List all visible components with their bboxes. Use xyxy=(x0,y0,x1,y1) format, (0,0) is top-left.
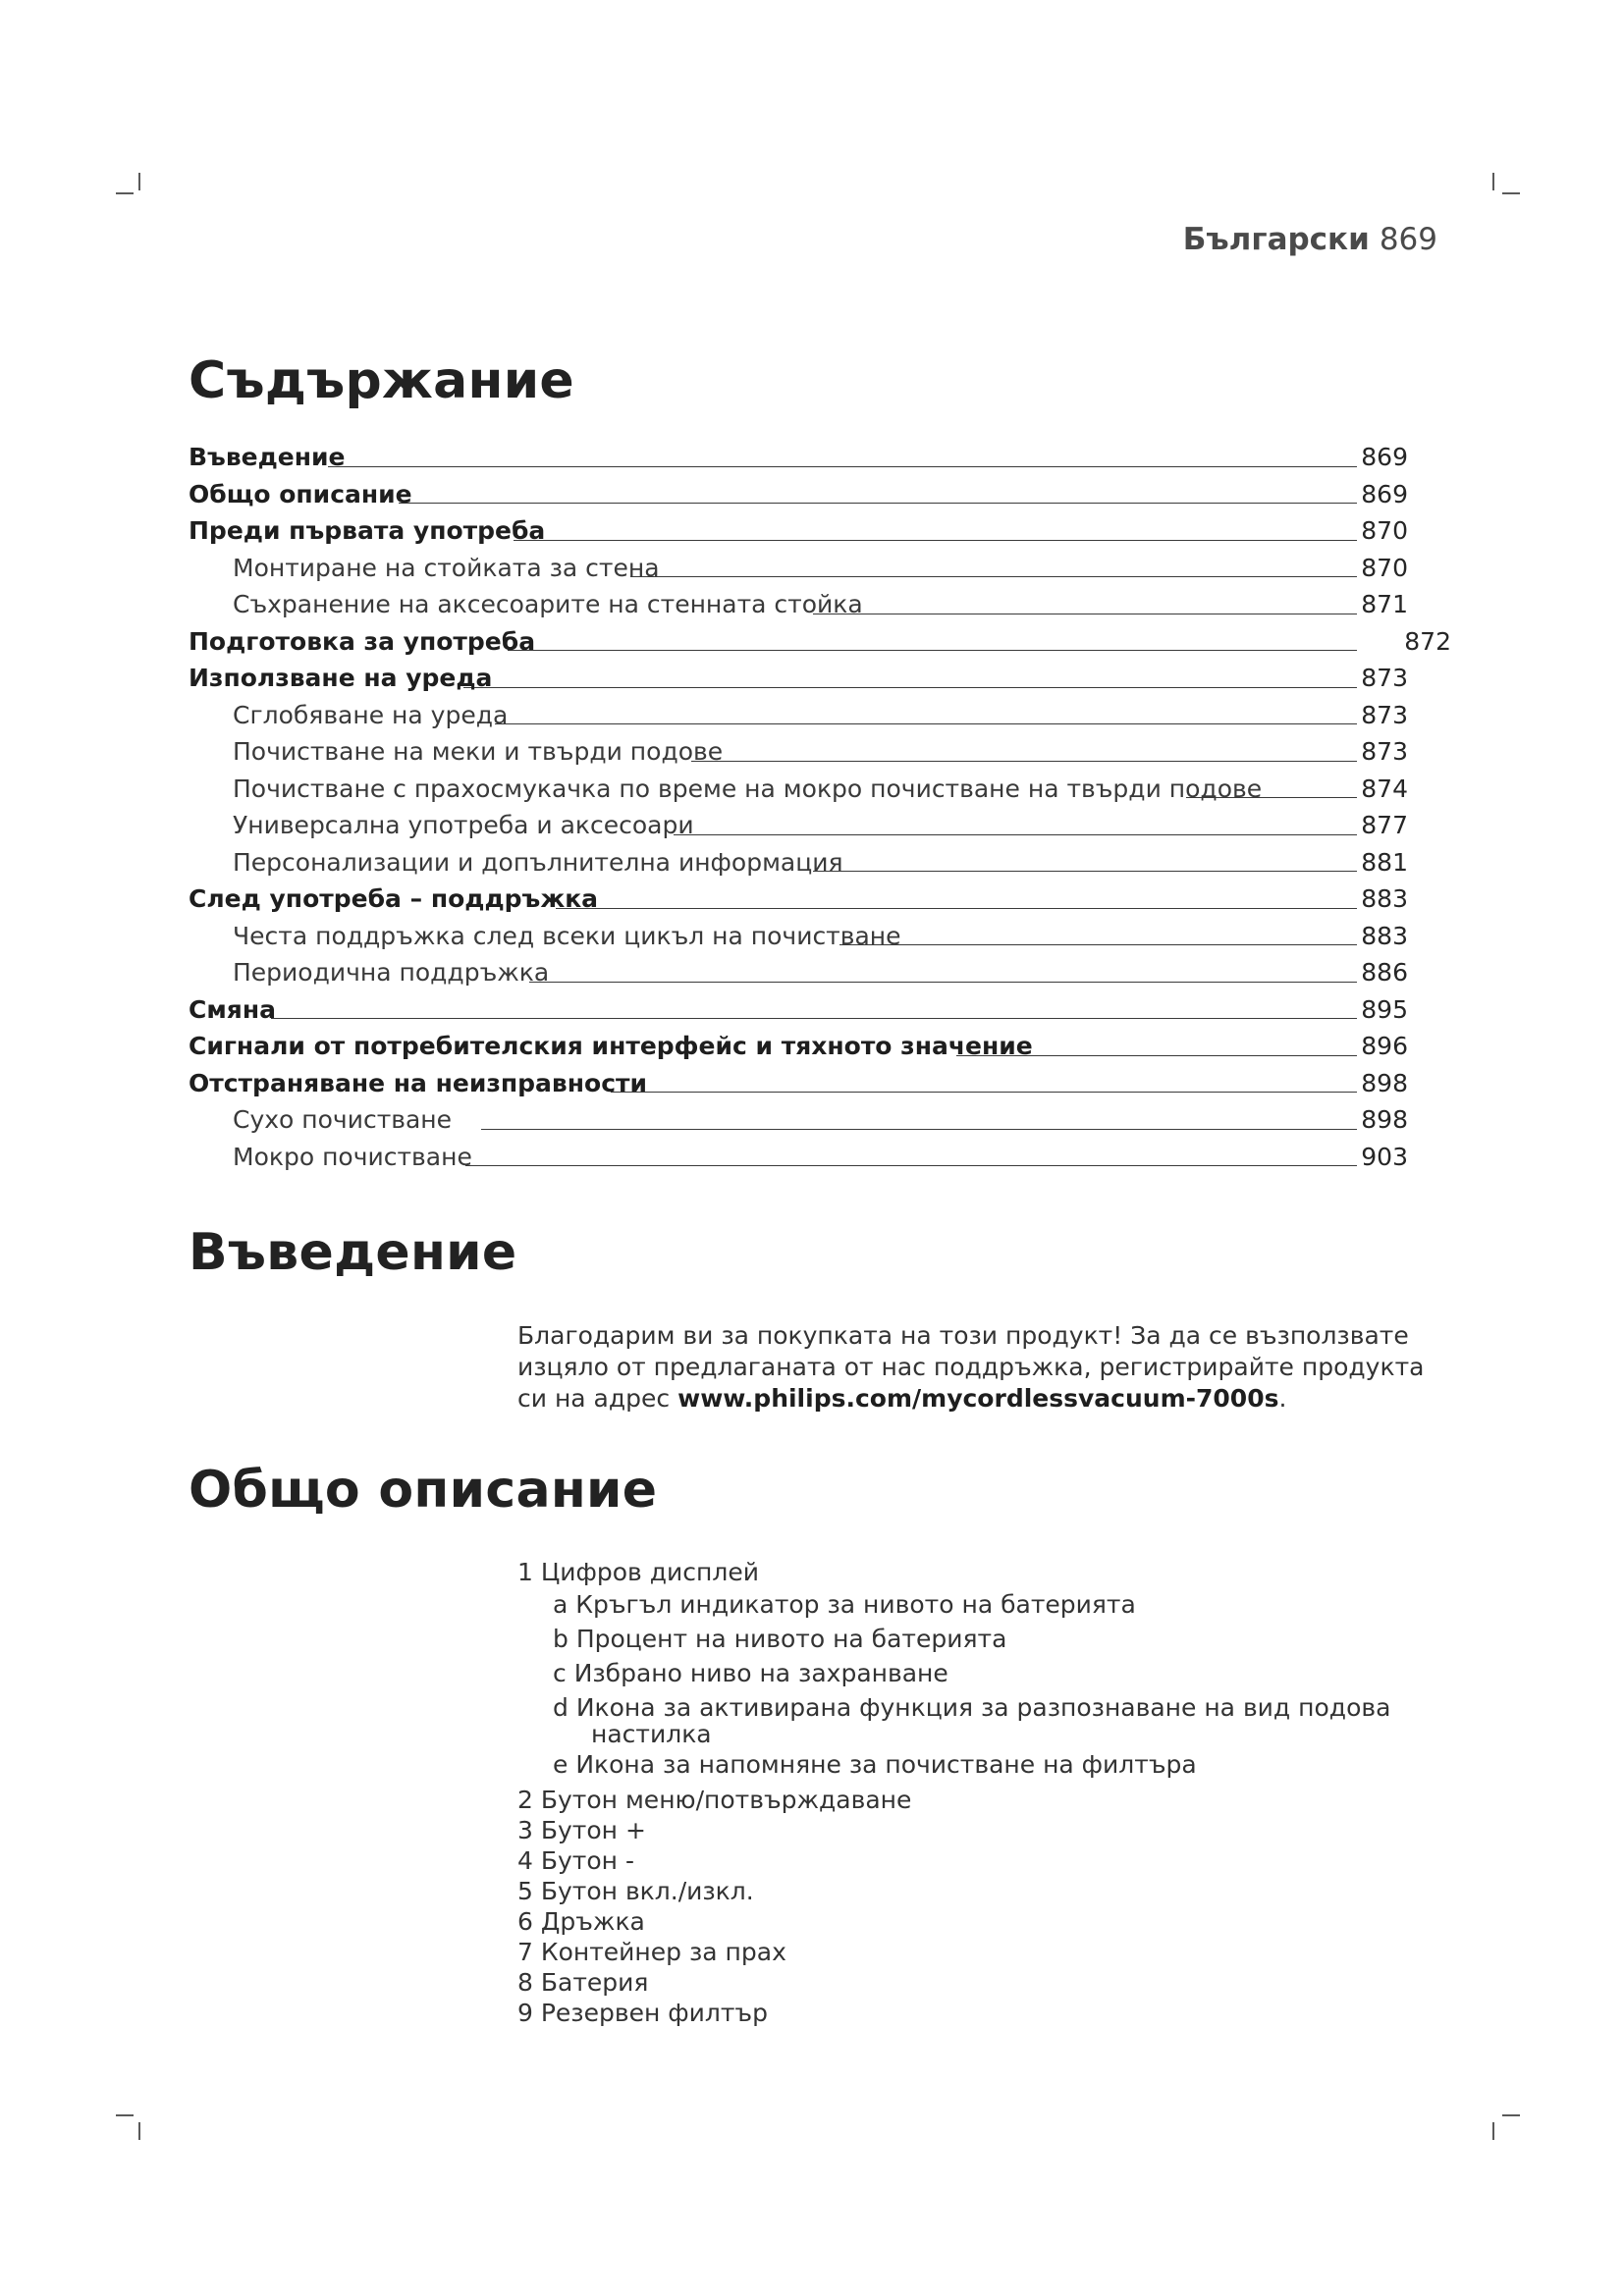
part-subitem: b Процент на нивото на батерията xyxy=(553,1625,1007,1653)
toc-entry-page: 873 xyxy=(1361,737,1408,766)
toc-entry[interactable] xyxy=(189,439,1408,476)
toc-leader xyxy=(556,908,1357,909)
part-item: 7 Контейнер за прах xyxy=(517,1938,786,1966)
toc-entry[interactable] xyxy=(189,1028,1408,1065)
part-item: 6 Дръжка xyxy=(517,1907,645,1936)
table-of-contents xyxy=(189,439,1451,1175)
toc-leader xyxy=(508,650,1357,651)
toc-entry-label: Смяна xyxy=(189,994,276,1024)
part-subitem: a Кръгъл индикатор за нивото на батерията xyxy=(553,1590,1136,1619)
toc-leader xyxy=(691,761,1357,762)
toc-entry-label: Монтиране на стойката за стена xyxy=(233,553,660,582)
part-item: 4 Бутон - xyxy=(517,1846,634,1875)
toc-entry[interactable] xyxy=(189,1065,1408,1102)
toc-entry[interactable] xyxy=(189,954,1408,991)
toc-entry-page: 870 xyxy=(1361,516,1408,545)
crop-mark xyxy=(116,2114,134,2116)
toc-entry-page: 903 xyxy=(1361,1142,1408,1171)
toc-leader xyxy=(481,1129,1357,1130)
toc-entry-page: 870 xyxy=(1361,553,1408,582)
toc-leader xyxy=(813,871,1357,872)
toc-entry-label: Подготовка за употреба xyxy=(189,626,536,656)
parts-list xyxy=(517,1557,1401,2028)
toc-entry-label: Почистване с прахосмукачка по време на мокро почистване на твърди подове xyxy=(233,774,1263,803)
crop-mark xyxy=(1492,2122,1494,2140)
toc-leader xyxy=(463,687,1357,688)
toc-entry[interactable] xyxy=(189,476,1408,513)
toc-entry-label: Отстраняване на неизправности xyxy=(189,1068,648,1097)
toc-entry-page: 869 xyxy=(1361,443,1408,471)
toc-leader xyxy=(465,1165,1357,1166)
language-label: Български xyxy=(1182,222,1370,257)
part-item: 5 Бутон вкл./изкл. xyxy=(517,1877,754,1905)
toc-leader xyxy=(399,503,1357,504)
toc-entry-page: 869 xyxy=(1361,479,1408,508)
toc-entry-page: 872 xyxy=(1404,626,1451,656)
toc-entry-page: 898 xyxy=(1361,1105,1408,1134)
product-registration-link[interactable]: www.philips.com/mycordlessvacuum-7000s xyxy=(677,1384,1279,1413)
part-subitem-text: d Икона за активирана функция за разпознаване на вид подова xyxy=(553,1693,1391,1722)
part-subitem-continuation: настилка xyxy=(591,1720,712,1748)
toc-leader xyxy=(271,1018,1357,1019)
toc-entry[interactable] xyxy=(189,660,1408,697)
toc-leader xyxy=(611,1092,1357,1093)
toc-entry[interactable] xyxy=(189,771,1408,808)
intro-text: Благодарим ви за покупката на този продукт! За да се възползвате изцяло от предлаганата от нас поддръжка, регистрирайте продукта си на адрес xyxy=(517,1321,1425,1413)
toc-entry[interactable] xyxy=(189,733,1408,771)
toc-entry-label: Периодична поддръжка xyxy=(233,958,550,987)
toc-entry-label: Универсална употреба и аксесоари xyxy=(233,811,694,839)
toc-entry[interactable] xyxy=(189,807,1408,844)
toc-entry-page: 881 xyxy=(1361,847,1408,877)
toc-entry[interactable] xyxy=(189,918,1408,955)
toc-entry-page: 883 xyxy=(1361,921,1408,950)
toc-entry-label: Преди първата употреба xyxy=(189,516,546,545)
crop-mark xyxy=(1492,173,1494,190)
toc-entry-label: Сухо почистване xyxy=(233,1105,453,1134)
toc-entry-page: 896 xyxy=(1361,1032,1408,1060)
page-number: 869 xyxy=(1379,222,1437,257)
toc-leader xyxy=(529,982,1357,983)
toc-entry-page: 871 xyxy=(1361,590,1408,618)
toc-entry-label: След употреба – поддръжка xyxy=(189,884,599,913)
toc-entry-label: Персонализации и допълнителна информация xyxy=(233,847,843,877)
toc-leader xyxy=(514,540,1357,541)
toc-entry-label: Сигнали от потребителския интерфейс и тяхното значение xyxy=(189,1032,1033,1060)
part-item: 3 Бутон + xyxy=(517,1816,646,1844)
toc-entry[interactable] xyxy=(189,586,1408,623)
crop-mark xyxy=(1502,2114,1520,2116)
part-item: 8 Батерия xyxy=(517,1968,649,1997)
overview-title: Общо описание xyxy=(189,1461,658,1520)
toc-entry[interactable] xyxy=(189,881,1408,918)
toc-leader xyxy=(674,834,1357,835)
toc-leader xyxy=(495,723,1357,724)
toc-entry[interactable] xyxy=(189,1101,1408,1139)
toc-leader xyxy=(630,576,1357,577)
toc-entry-label: Почистване на меки и твърди подове xyxy=(233,737,724,766)
toc-entry-page: 886 xyxy=(1361,958,1408,987)
toc-title: Съдържание xyxy=(189,351,574,410)
toc-entry-label: Въведение xyxy=(189,443,346,471)
part-item: 2 Бутон меню/потвърждаване xyxy=(517,1786,912,1814)
crop-mark xyxy=(116,192,134,194)
part-item: 1 Цифров дисплей xyxy=(517,1558,759,1586)
toc-entry[interactable] xyxy=(189,844,1408,881)
part-subitem xyxy=(517,1690,1401,1748)
part-item: 9 Резервен филтър xyxy=(517,1999,768,2027)
toc-entry-page: 873 xyxy=(1361,700,1408,729)
toc-entry[interactable] xyxy=(189,697,1408,734)
toc-entry[interactable] xyxy=(189,550,1408,587)
toc-entry[interactable] xyxy=(189,991,1408,1029)
toc-entry-label: Използване на уреда xyxy=(189,664,493,692)
toc-entry[interactable] xyxy=(189,512,1408,550)
toc-entry-page: 874 xyxy=(1361,774,1408,803)
part-subitem: e Икона за напомняне за почистване на филтъра xyxy=(553,1750,1197,1779)
intro-trailing: . xyxy=(1278,1384,1287,1413)
toc-entry-page: 883 xyxy=(1361,884,1408,913)
intro-title: Въведение xyxy=(189,1223,517,1282)
toc-entry-page: 898 xyxy=(1361,1068,1408,1097)
toc-entry-page: 873 xyxy=(1361,664,1408,692)
part-subitem: c Избрано ниво на захранване xyxy=(553,1659,948,1687)
crop-mark xyxy=(138,173,140,190)
toc-entry-label: Съхранение на аксесоарите на стенната стойка xyxy=(233,590,863,618)
toc-entry[interactable] xyxy=(189,1139,1408,1176)
toc-entry-page: 877 xyxy=(1361,811,1408,839)
toc-leader xyxy=(328,466,1357,467)
crop-mark xyxy=(1502,192,1520,194)
intro-paragraph xyxy=(517,1320,1440,1415)
toc-entry-label: Сглобяване на уреда xyxy=(233,700,509,729)
toc-entry-label: Честа поддръжка след всеки цикъл на почистване xyxy=(233,921,901,950)
toc-entry-page: 895 xyxy=(1361,994,1408,1024)
toc-leader xyxy=(839,944,1357,945)
toc-entry-label: Общо описание xyxy=(189,479,412,508)
crop-mark xyxy=(138,2122,140,2140)
toc-entry[interactable] xyxy=(189,623,1451,661)
toc-entry-label: Мокро почистване xyxy=(233,1142,472,1171)
running-header xyxy=(1183,222,1437,257)
